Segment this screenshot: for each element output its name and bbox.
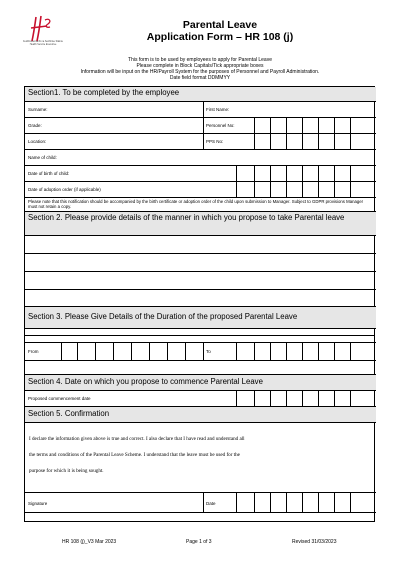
intro-line: Information will be input on the HR/Payroll System for the purposes of Personnel and Payroll Administration. xyxy=(80,69,320,75)
footer-page-number: Page 1 of 3 xyxy=(186,539,212,545)
child-name-label: Name of child: xyxy=(28,155,57,160)
section3-title: Section 3. Please Give Details of the Duration of the proposed Parental Leave xyxy=(28,312,298,321)
surname-row xyxy=(25,101,376,117)
declaration-line: purpose for which it is being sought. xyxy=(29,468,104,474)
signature-label: Signature xyxy=(28,501,48,506)
section2-title: Section 2. Please provide details of the manner in which you propose to take Parental leave xyxy=(28,213,345,222)
child-dob-label: Date of birth of child: xyxy=(28,171,70,176)
declaration-line: I declare the information given above is true and correct. I also declare that I have read and understand all xyxy=(29,436,245,442)
adoption-date-label: Date of adoption order (if applicable) xyxy=(28,187,101,192)
gdpr-note: Please note that this notification should be accompanied by the birth certificate or adoption order of the child upon submission to Manager. Subject to GDPR provisions Manager must not retain a copy. xyxy=(28,198,364,209)
pps-no-label: PPS No: xyxy=(206,139,224,144)
section5-title: Section 5. Confirmation xyxy=(28,409,110,418)
location-row xyxy=(25,133,376,149)
section4-header xyxy=(25,374,376,390)
declaration-row xyxy=(25,422,376,492)
commencement-row xyxy=(25,390,376,406)
form-block-main xyxy=(24,86,375,336)
section2-blank-row xyxy=(25,235,376,253)
child-name-row xyxy=(25,149,376,165)
duration-row xyxy=(25,342,376,360)
section4-title: Section 4. Date on which you propose to commence Parental Leave xyxy=(28,377,263,386)
grade-label: Grade: xyxy=(28,123,42,128)
intro-line: Date field format DDMMYY xyxy=(169,75,231,81)
note-row xyxy=(25,197,376,211)
page-subtitle: Application Form – HR 108 (j) xyxy=(146,31,294,43)
section2-blank-row xyxy=(25,271,376,289)
child-dob-row xyxy=(25,165,376,181)
form-block-lower xyxy=(24,306,375,522)
section3-blank-row xyxy=(25,328,376,342)
section3-blank-row xyxy=(25,360,376,374)
surname-label: Surname: xyxy=(28,107,48,112)
intro-line: This form is to be used by employees to apply for Parental Leave xyxy=(128,57,272,63)
signature-row xyxy=(25,492,376,512)
declaration-line: the terms and conditions of the Parental Leave Scheme. I understand that the leave must be used for the xyxy=(29,452,240,458)
section1-header xyxy=(25,87,376,101)
logo-caption: Feidhmeannacht na Seirbhíse Sláinte Health Service Executive xyxy=(23,40,63,46)
adoption-date-row xyxy=(25,181,376,197)
section2-blank-row xyxy=(25,289,376,307)
footer-revised-date: Revised 31/03/2023 xyxy=(292,539,337,545)
to-label: To xyxy=(206,349,211,354)
signature-date-label: Date xyxy=(206,501,216,506)
section1-title: Section1. To be completed by the employee xyxy=(28,87,180,97)
first-name-label: First Name: xyxy=(206,107,230,112)
signature-blank-row xyxy=(25,512,376,522)
commencement-label: Proposed commencement date xyxy=(28,396,91,401)
section2-header xyxy=(25,211,376,235)
grade-row xyxy=(25,117,376,133)
page-title: Parental Leave xyxy=(182,19,258,31)
intro-line: Please complete in Block Capitals/Tick appropriate boxes xyxy=(136,63,264,69)
from-label: From xyxy=(28,349,39,354)
location-label: Location: xyxy=(28,139,47,144)
footer-form-ref: HR 108 (j)_V3 Mar 2023 xyxy=(62,539,117,545)
section3-header xyxy=(25,306,376,328)
section5-header xyxy=(25,406,376,422)
section2-blank-row xyxy=(25,253,376,271)
personnel-no-label: Personnel No: xyxy=(206,123,235,128)
